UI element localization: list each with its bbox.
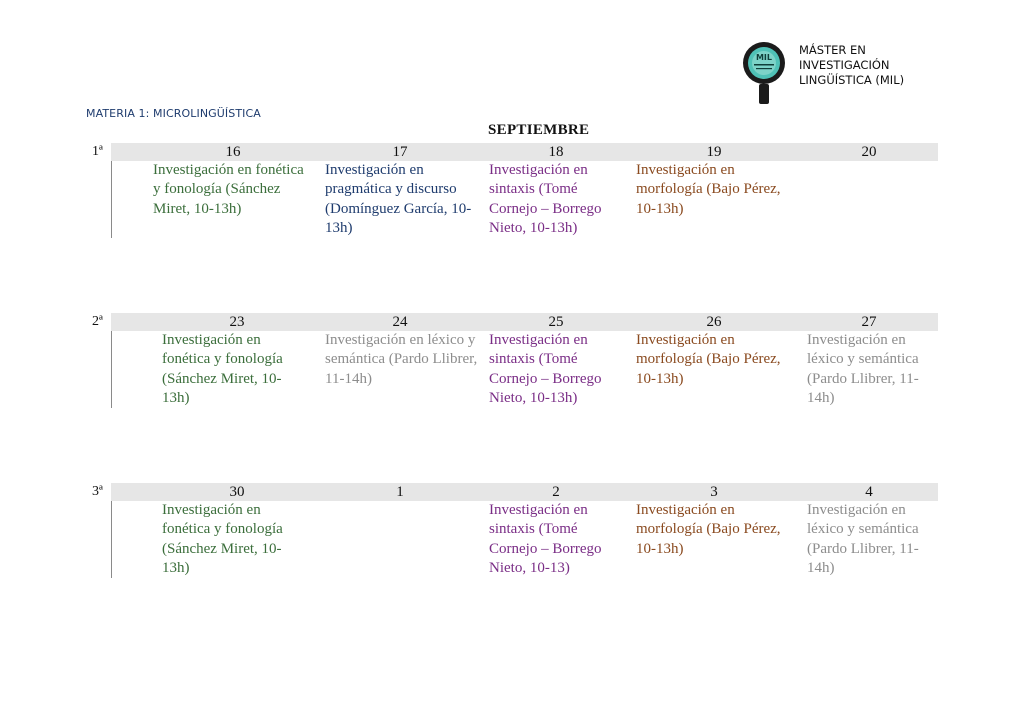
day-number: 26 <box>706 314 722 330</box>
day-number: 17 <box>392 144 408 160</box>
day-number: 23 <box>229 314 245 330</box>
month-title: SEPTIEMBRE <box>488 122 590 138</box>
session-morfologia: Investigación en morfología (Bajo Pérez, 10-13h) <box>636 332 781 387</box>
session-sintaxis: Investigación en sintaxis (Tomé Cornejo – Borrego Nieto, 10-13h) <box>489 162 602 237</box>
session-sintaxis: Investigación en sintaxis (Tomé Cornejo – Borrego Nieto, 10-13h) <box>489 332 602 407</box>
subject-title: MATERIA 1: MICROLINGÜÍSTICA <box>86 107 261 120</box>
session-lexico: Investigación en léxico y semántica (Pardo Llibrer, 11-14h) <box>325 332 478 387</box>
session-fonetica: Investigación en fonética y fonología (Sánchez Miret, 10-13h) <box>162 332 283 407</box>
week-row <box>83 313 938 413</box>
session-fonetica: Investigación en fonética y fonología (Sánchez Miret, 10-13h) <box>153 162 304 217</box>
week-label: 1ª <box>92 144 103 159</box>
day-number: 20 <box>861 144 877 160</box>
week-label: 3ª <box>92 484 103 499</box>
day-number: 19 <box>706 144 722 160</box>
program-title-line: LINGÜÍSTICA (MIL) <box>799 73 905 87</box>
day-number: 30 <box>229 484 245 500</box>
mil-logo <box>740 40 788 108</box>
session-morfologia: Investigación en morfología (Bajo Pérez, 10-13h) <box>636 502 781 557</box>
day-number: 16 <box>225 144 241 160</box>
session-morfologia: Investigación en morfología (Bajo Pérez, 10-13h) <box>636 162 781 217</box>
week-label: 2ª <box>92 314 103 329</box>
day-number: 24 <box>392 314 408 330</box>
day-number: 1 <box>396 484 404 500</box>
program-title-line: INVESTIGACIÓN <box>799 58 890 72</box>
session-fonetica: Investigación en fonética y fonología (Sánchez Miret, 10-13h) <box>162 502 283 577</box>
week-row <box>83 143 938 243</box>
week-divider <box>111 161 112 238</box>
session-sintaxis: Investigación en sintaxis (Tomé Cornejo – Borrego Nieto, 10-13) <box>489 502 602 577</box>
week-divider <box>111 331 112 408</box>
session-lexico: Investigación en léxico y semántica (Pardo Llibrer, 11-14h) <box>807 502 919 577</box>
program-title <box>799 43 979 88</box>
day-number: 3 <box>710 484 718 500</box>
week-divider <box>111 501 112 578</box>
program-title-line: MÁSTER EN <box>799 43 866 57</box>
logo-text: MIL <box>755 53 773 62</box>
week-row <box>83 483 938 583</box>
magnifier-handle <box>759 84 769 104</box>
day-number: 25 <box>548 314 564 330</box>
day-number: 4 <box>865 484 873 500</box>
day-number: 2 <box>552 484 560 500</box>
session-pragmatica: Investigación en pragmática y discurso (Domínguez García, 10-13h) <box>325 162 472 237</box>
day-number: 27 <box>861 314 877 330</box>
session-lexico: Investigación en léxico y semántica (Pardo Llibrer, 11-14h) <box>807 332 919 407</box>
day-number: 18 <box>548 144 564 160</box>
